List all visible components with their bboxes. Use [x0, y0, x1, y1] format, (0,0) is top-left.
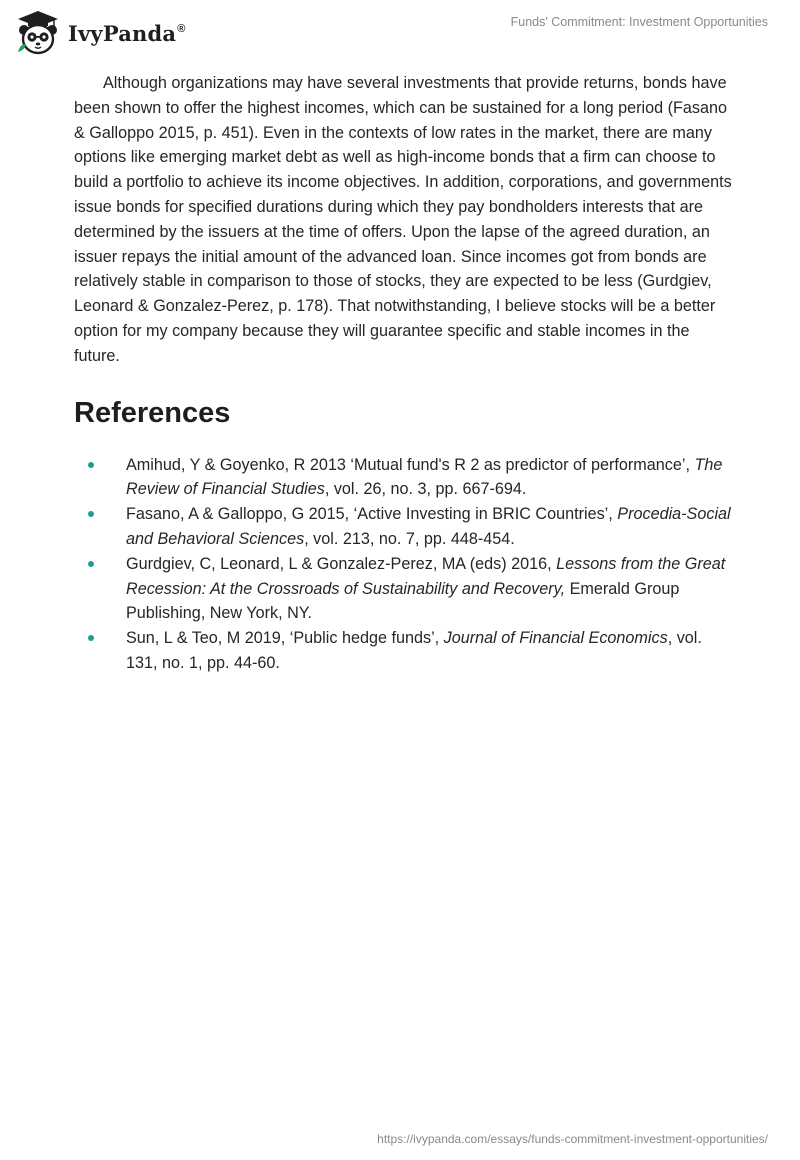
- source-url-link[interactable]: https://ivypanda.com/essays/funds-commitment-investment-opportunities/: [377, 1132, 768, 1146]
- body-paragraph: Although organizations may have several investments that provide returns, bonds have been shown to offer the highest incomes, which can be sustained for a long period (Fasano & Galloppo 2015, p. 451). Even in the contexts of low rates in the market, there are many options like emerging market debt as well as high-income bonds that a firm can choose to build a portfolio to achieve its income objectives. In addition, corporations, and governments issue bonds for specified durations during which they pay bondholders interests that are determined by the issuers at the time of offers. Upon the lapse of the agreed duration, an issuer repays the initial amount of the advanced loan. Since incomes got from bonds are relatively stable in comparison to those of stocks, they are expected to be less (Gurdgiev, Leonard & Gonzalez-Perez, p. 178). That notwithstanding, I believe stocks will be a better option for my company because they will guarantee specific and stable incomes in the future.: [74, 74, 732, 365]
- bullet-icon: [88, 561, 94, 567]
- references-list: [74, 453, 734, 676]
- reference-source-title: The Review of Financial Studies: [126, 455, 723, 499]
- reference-details: , vol. 131, no. 1, pp. 44-60.: [126, 629, 702, 672]
- reference-text: Sun, L & Teo, M 2019, ‘Public hedge funds’,: [126, 629, 444, 648]
- logo-wordmark: [68, 21, 186, 46]
- reference-details: Emerald Group Publishing, New York, NY.: [126, 579, 680, 623]
- bullet-icon: [88, 462, 94, 468]
- references-heading: References: [74, 396, 231, 429]
- bullet-icon: [88, 511, 94, 517]
- reference-source-title: Journal of Financial Economics: [443, 629, 668, 648]
- page-header: [0, 0, 800, 64]
- reference-item: [74, 453, 734, 503]
- reference-details: , vol. 213, no. 7, pp. 448-454.: [304, 529, 515, 548]
- logo-registered-mark: ®: [177, 22, 186, 35]
- reference-text: Fasano, A & Galloppo, G 2015, ‘Active Investing in BRIC Countries’,: [126, 505, 618, 524]
- reference-source-title: Procedia-Social and Behavioral Sciences: [126, 505, 731, 548]
- reference-text: Amihud, Y & Goyenko, R 2013 ‘Mutual fund's R 2 as predictor of performance’,: [126, 455, 695, 474]
- reference-item: [74, 626, 734, 676]
- bullet-icon: [88, 635, 94, 641]
- reference-source-title: Lessons from the Great Recession: At the Crossroads of Sustainability and Recovery,: [126, 554, 726, 598]
- running-title: Funds' Commitment: Investment Opportunities: [510, 15, 768, 29]
- reference-item: [74, 502, 734, 552]
- reference-item: [74, 552, 734, 626]
- logo-name: IvyPanda: [68, 20, 177, 46]
- panda-graduate-icon: [14, 8, 62, 56]
- essay-content: [74, 71, 734, 676]
- reference-details: , vol. 26, no. 3, pp. 667-694.: [324, 480, 527, 499]
- reference-text: Gurdgiev, C, Leonard, L & Gonzalez-Perez, MA (eds) 2016,: [126, 554, 557, 573]
- ivypanda-logo[interactable]: [14, 8, 186, 56]
